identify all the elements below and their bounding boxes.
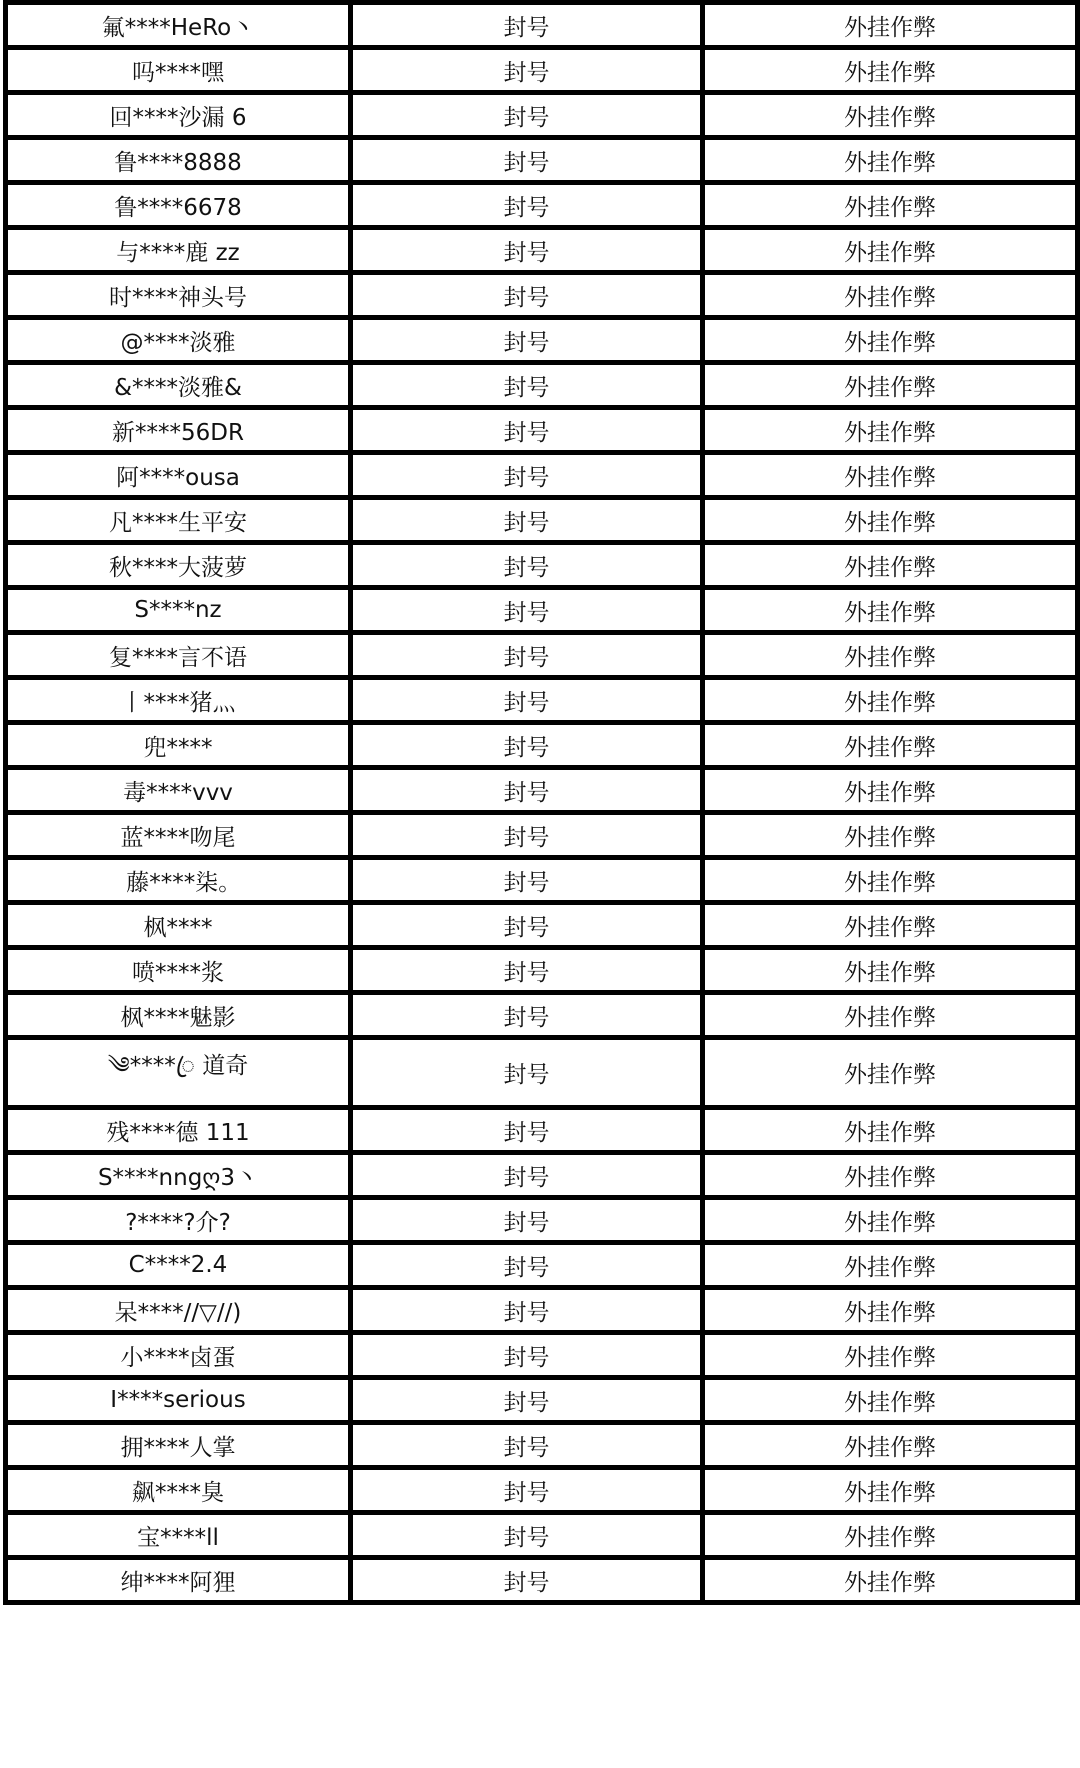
violation-reason-cell: 外挂作弊 <box>703 1108 1078 1153</box>
player-name-cell: S****nngღ3丶 <box>6 1153 351 1198</box>
violation-reason-cell: 外挂作弊 <box>703 183 1078 228</box>
violation-reason-cell: 外挂作弊 <box>703 1153 1078 1198</box>
violation-reason-cell: 外挂作弊 <box>703 723 1078 768</box>
violation-reason-cell: 外挂作弊 <box>703 273 1078 318</box>
violation-reason-cell: 外挂作弊 <box>703 1198 1078 1243</box>
penalty-cell: 封号 <box>351 3 703 48</box>
penalty-cell: 封号 <box>351 1198 703 1243</box>
table-row <box>6 1468 1078 1513</box>
penalty-cell: 封号 <box>351 1038 703 1108</box>
penalty-cell: 封号 <box>351 273 703 318</box>
penalty-cell: 封号 <box>351 453 703 498</box>
ban-list-body <box>6 3 1078 1603</box>
violation-reason-cell: 外挂作弊 <box>703 678 1078 723</box>
penalty-cell: 封号 <box>351 1108 703 1153</box>
player-name-cell: 宝****ll <box>6 1513 351 1558</box>
player-name-cell: 毒****vvv <box>6 768 351 813</box>
violation-reason-cell: 外挂作弊 <box>703 138 1078 183</box>
penalty-cell: 封号 <box>351 363 703 408</box>
violation-reason-cell: 外挂作弊 <box>703 1038 1078 1108</box>
table-row <box>6 678 1078 723</box>
penalty-cell: 封号 <box>351 1513 703 1558</box>
player-name-cell: S****nz <box>6 588 351 633</box>
player-name-cell: 鲁****8888 <box>6 138 351 183</box>
penalty-cell: 封号 <box>351 633 703 678</box>
penalty-cell: 封号 <box>351 678 703 723</box>
penalty-cell: 封号 <box>351 543 703 588</box>
violation-reason-cell: 外挂作弊 <box>703 588 1078 633</box>
violation-reason-cell: 外挂作弊 <box>703 1288 1078 1333</box>
table-row <box>6 138 1078 183</box>
player-name-cell: 阿****ousa <box>6 453 351 498</box>
penalty-cell: 封号 <box>351 1243 703 1288</box>
table-row <box>6 318 1078 363</box>
penalty-cell: 封号 <box>351 318 703 363</box>
penalty-cell: 封号 <box>351 813 703 858</box>
violation-reason-cell: 外挂作弊 <box>703 228 1078 273</box>
player-name-cell: 蓝****吻尾 <box>6 813 351 858</box>
table-row <box>6 3 1078 48</box>
table-row <box>6 993 1078 1038</box>
player-name-cell: 凡****生平安 <box>6 498 351 543</box>
player-name-cell: 秋****大菠萝 <box>6 543 351 588</box>
violation-reason-cell: 外挂作弊 <box>703 1423 1078 1468</box>
table-row <box>6 1288 1078 1333</box>
table-row <box>6 948 1078 993</box>
table-row <box>6 93 1078 138</box>
violation-reason-cell: 外挂作弊 <box>703 93 1078 138</box>
violation-reason-cell: 外挂作弊 <box>703 498 1078 543</box>
player-name-cell: 时****神头号 <box>6 273 351 318</box>
table-row <box>6 273 1078 318</box>
table-row <box>6 1243 1078 1288</box>
player-name-cell: ?****?介? <box>6 1198 351 1243</box>
table-row <box>6 228 1078 273</box>
penalty-cell: 封号 <box>351 723 703 768</box>
violation-reason-cell: 外挂作弊 <box>703 1513 1078 1558</box>
penalty-cell: 封号 <box>351 183 703 228</box>
violation-reason-cell: 外挂作弊 <box>703 948 1078 993</box>
violation-reason-cell: 外挂作弊 <box>703 1468 1078 1513</box>
player-name-cell: I****serious <box>6 1378 351 1423</box>
violation-reason-cell: 外挂作弊 <box>703 1243 1078 1288</box>
table-row <box>6 1198 1078 1243</box>
table-row <box>6 1153 1078 1198</box>
table-row <box>6 633 1078 678</box>
player-name-cell: 小****卤蛋 <box>6 1333 351 1378</box>
violation-reason-cell: 外挂作弊 <box>703 768 1078 813</box>
penalty-cell: 封号 <box>351 768 703 813</box>
table-row <box>6 453 1078 498</box>
penalty-cell: 封号 <box>351 1153 703 1198</box>
violation-reason-cell: 外挂作弊 <box>703 363 1078 408</box>
penalty-cell: 封号 <box>351 1423 703 1468</box>
table-row <box>6 183 1078 228</box>
player-name-cell: 复****言不语 <box>6 633 351 678</box>
violation-reason-cell: 外挂作弊 <box>703 408 1078 453</box>
player-name-cell: 丨****猪灬 <box>6 678 351 723</box>
table-row <box>6 1423 1078 1468</box>
penalty-cell: 封号 <box>351 1378 703 1423</box>
violation-reason-cell: 外挂作弊 <box>703 1333 1078 1378</box>
penalty-cell: 封号 <box>351 228 703 273</box>
penalty-cell: 封号 <box>351 1288 703 1333</box>
table-row <box>6 1378 1078 1423</box>
player-name-cell: 吗****嘿 <box>6 48 351 93</box>
table-row <box>6 543 1078 588</box>
table-row <box>6 408 1078 453</box>
player-name-cell: 氟****HeRo丶 <box>6 3 351 48</box>
player-name-cell: 兜**** <box>6 723 351 768</box>
violation-reason-cell: 外挂作弊 <box>703 903 1078 948</box>
player-name-cell: 拥****人掌 <box>6 1423 351 1468</box>
penalty-cell: 封号 <box>351 48 703 93</box>
violation-reason-cell: 外挂作弊 <box>703 858 1078 903</box>
penalty-cell: 封号 <box>351 993 703 1038</box>
player-name-cell: 飙****臭 <box>6 1468 351 1513</box>
violation-reason-cell: 外挂作弊 <box>703 3 1078 48</box>
player-name-cell: C****2.4 <box>6 1243 351 1288</box>
table-row <box>6 813 1078 858</box>
penalty-cell: 封号 <box>351 1558 703 1603</box>
table-row <box>6 588 1078 633</box>
table-row <box>6 1038 1078 1108</box>
player-name-cell: 绅****阿狸 <box>6 1558 351 1603</box>
penalty-cell: 封号 <box>351 138 703 183</box>
table-row <box>6 723 1078 768</box>
penalty-cell: 封号 <box>351 1468 703 1513</box>
penalty-cell: 封号 <box>351 903 703 948</box>
player-name-cell: 鲁****6678 <box>6 183 351 228</box>
violation-reason-cell: 外挂作弊 <box>703 543 1078 588</box>
table-row <box>6 858 1078 903</box>
player-name-cell: 喷****浆 <box>6 948 351 993</box>
player-name-cell: 新****56DR <box>6 408 351 453</box>
violation-reason-cell: 外挂作弊 <box>703 318 1078 363</box>
player-name-cell: @****淡雅 <box>6 318 351 363</box>
table-row <box>6 768 1078 813</box>
penalty-cell: 封号 <box>351 498 703 543</box>
penalty-cell: 封号 <box>351 588 703 633</box>
penalty-cell: 封号 <box>351 858 703 903</box>
violation-reason-cell: 外挂作弊 <box>703 48 1078 93</box>
violation-reason-cell: 外挂作弊 <box>703 813 1078 858</box>
player-name-cell: 残****德 111 <box>6 1108 351 1153</box>
violation-reason-cell: 外挂作弊 <box>703 453 1078 498</box>
player-name-cell: &****淡雅& <box>6 363 351 408</box>
player-name-cell: 藤****柒｡ <box>6 858 351 903</box>
table-row <box>6 498 1078 543</box>
table-row <box>6 48 1078 93</box>
violation-reason-cell: 外挂作弊 <box>703 633 1078 678</box>
player-name-cell: 与****鹿 zz <box>6 228 351 273</box>
penalty-cell: 封号 <box>351 408 703 453</box>
violation-reason-cell: 外挂作弊 <box>703 993 1078 1038</box>
penalty-cell: 封号 <box>351 948 703 993</box>
player-name-cell: ༄****ꦿ 道奇 <box>6 1038 351 1108</box>
player-name-cell: 枫****魅影 <box>6 993 351 1038</box>
player-name-cell: 枫**** <box>6 903 351 948</box>
penalty-cell: 封号 <box>351 1333 703 1378</box>
table-row <box>6 1108 1078 1153</box>
violation-reason-cell: 外挂作弊 <box>703 1378 1078 1423</box>
penalty-cell: 封号 <box>351 93 703 138</box>
violation-reason-cell: 外挂作弊 <box>703 1558 1078 1603</box>
table-row <box>6 1333 1078 1378</box>
table-row <box>6 1513 1078 1558</box>
table-row <box>6 363 1078 408</box>
player-name-cell: 呆****//▽//) <box>6 1288 351 1333</box>
table-row <box>6 1558 1078 1603</box>
player-name-cell: 回****沙漏 6 <box>6 93 351 138</box>
ban-list-table <box>3 0 1080 1605</box>
table-row <box>6 903 1078 948</box>
